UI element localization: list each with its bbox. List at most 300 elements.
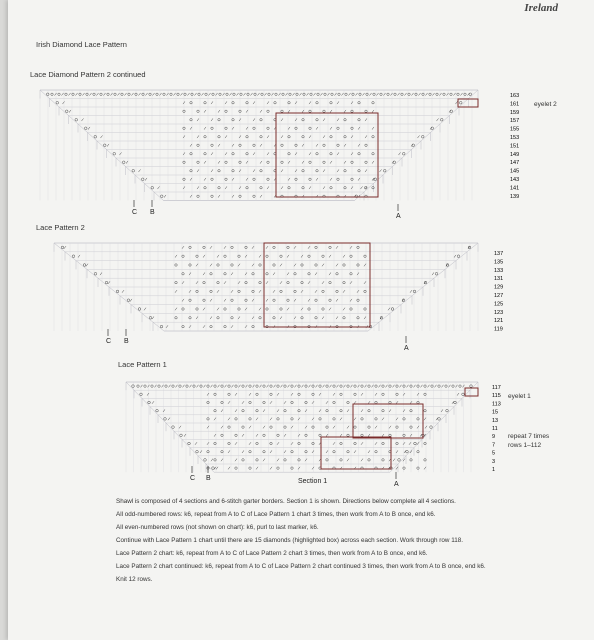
decrease-symbol [354, 401, 356, 404]
repeat-marker-label: B [150, 209, 155, 216]
yarn-over-symbol [368, 426, 370, 428]
row-number: 115 [492, 393, 501, 400]
decrease-symbol [323, 385, 325, 388]
yarn-over-symbol [235, 418, 237, 420]
yarn-over-symbol [291, 418, 293, 420]
row-number: 163 [510, 93, 520, 99]
decrease-symbol [263, 459, 265, 462]
yarn-over-symbol [193, 385, 195, 387]
yarn-over-symbol [403, 434, 405, 436]
decrease-symbol [228, 450, 230, 453]
pattern-page [8, 0, 594, 640]
yarn-over-symbol [333, 401, 335, 403]
yarn-over-symbol [403, 467, 405, 469]
decrease-symbol [396, 418, 398, 421]
yarn-over-symbol [207, 418, 209, 420]
yarn-over-symbol [298, 410, 300, 412]
decrease-symbol [291, 442, 293, 445]
decrease-symbol [396, 401, 398, 404]
decrease-symbol [270, 418, 272, 421]
decrease-symbol [409, 442, 411, 445]
yarn-over-symbol [406, 450, 409, 453]
yarn-over-symbol [207, 385, 209, 387]
yarn-over-symbol [347, 434, 349, 436]
decrease-symbol [326, 450, 328, 453]
yarn-over-symbol [319, 434, 321, 436]
decrease-symbol [372, 385, 374, 388]
row-number: 123 [494, 309, 504, 316]
decrease-symbol [179, 426, 181, 429]
yarn-over-symbol [214, 393, 216, 395]
yarn-over-symbol [445, 385, 447, 387]
row-number: 135 [494, 259, 504, 266]
decrease-symbol [291, 393, 293, 396]
row-number: 7 [492, 442, 496, 449]
yarn-over-symbol [270, 385, 272, 387]
decrease-symbol [263, 409, 265, 412]
row-number: 119 [494, 326, 503, 333]
yarn-over-symbol [354, 426, 356, 428]
repeat-marker-label: B [206, 475, 211, 482]
decrease-symbol [417, 442, 419, 445]
decrease-symbol [277, 409, 279, 412]
decrease-symbol [442, 385, 444, 388]
decrease-symbol [375, 442, 377, 445]
yarn-over-symbol [459, 385, 461, 387]
decrease-symbol [368, 401, 370, 404]
decrease-symbol [375, 393, 377, 396]
yarn-over-symbol [354, 385, 356, 387]
decrease-symbol [235, 442, 237, 445]
yarn-over-symbol [291, 467, 293, 469]
decrease-symbol [152, 401, 154, 404]
decrease-symbol [333, 393, 335, 396]
repeat-note: repeat 7 times [508, 433, 550, 440]
row-number: 149 [510, 151, 520, 158]
decrease-symbol [393, 459, 395, 462]
decrease-symbol [441, 409, 443, 412]
row-number: 3 [492, 458, 496, 465]
instruction-line: Shawl is composed of 4 sections and 6-stitch garter borders. Section 1 is shown. Directions below complete all 4 sections. [116, 498, 456, 505]
decrease-symbol [403, 393, 405, 396]
yarn-over-symbol [207, 401, 209, 403]
decrease-symbol [249, 393, 251, 396]
decrease-symbol [312, 467, 314, 470]
row-number: 133 [494, 267, 504, 274]
decrease-symbol [221, 426, 223, 429]
yarn-over-symbol [382, 393, 384, 395]
decrease-symbol [347, 409, 349, 412]
decrease-symbol [351, 385, 353, 388]
yarn-over-symbol [270, 442, 272, 444]
yarn-over-symbol [389, 385, 391, 387]
decrease-symbol [291, 426, 293, 429]
decrease-symbol [270, 401, 272, 404]
yarn-over-symbol [298, 459, 300, 461]
yarn-over-symbol [424, 410, 426, 412]
yarn-over-symbol [249, 467, 251, 469]
decrease-symbol [256, 434, 258, 437]
row-number: 127 [494, 293, 504, 299]
decrease-symbol [319, 393, 321, 396]
decrease-symbol [207, 442, 209, 445]
yarn-over-symbol [263, 401, 265, 403]
yarn-over-symbol [403, 385, 405, 387]
decrease-symbol [216, 467, 218, 470]
yarn-over-symbol [424, 442, 426, 444]
yarn-over-symbol [389, 434, 391, 436]
repeat-note: rows 1–112 [508, 442, 542, 449]
decrease-symbol [361, 393, 363, 396]
decrease-symbol [190, 385, 192, 388]
decrease-symbol [403, 409, 405, 412]
decrease-symbol [368, 434, 370, 437]
yarn-over-symbol [172, 385, 174, 387]
decrease-symbol [347, 426, 349, 429]
decrease-symbol [421, 385, 423, 388]
row-number: 5 [492, 450, 496, 457]
decrease-symbol [298, 434, 300, 437]
decrease-symbol [228, 467, 230, 470]
decrease-symbol [298, 418, 300, 421]
repeat-marker-label: C [132, 209, 138, 216]
yarn-over-symbol [242, 410, 244, 412]
decrease-symbol [389, 426, 391, 429]
yarn-over-symbol [319, 385, 321, 387]
repeat-marker-label: A [396, 213, 401, 220]
decrease-symbol [326, 401, 328, 404]
yarn-over-symbol [256, 442, 258, 444]
decrease-symbol [263, 426, 265, 429]
decrease-symbol [309, 385, 311, 388]
yarn-over-symbol [430, 426, 433, 429]
yarn-over-symbol [284, 459, 286, 461]
row-number: 147 [510, 160, 520, 167]
yarn-over-symbol [347, 401, 349, 403]
decrease-symbol [407, 385, 409, 388]
yarn-over-symbol [137, 385, 139, 387]
decrease-symbol [281, 385, 283, 388]
yarn-over-symbol [375, 401, 377, 403]
row-number: 159 [510, 109, 520, 116]
yarn-over-symbol [333, 385, 335, 387]
yarn-over-symbol [164, 418, 167, 421]
decrease-symbol [147, 393, 149, 396]
yarn-over-symbol [326, 410, 328, 412]
decrease-symbol [242, 450, 244, 453]
yarn-over-symbol [291, 401, 293, 403]
yarn-over-symbol [291, 385, 293, 387]
yarn-over-symbol [417, 385, 419, 387]
decrease-symbol [284, 450, 286, 453]
yarn-over-symbol [368, 385, 370, 387]
decrease-symbol [249, 442, 251, 445]
yarn-over-symbol [354, 393, 356, 395]
yarn-over-symbol [228, 393, 230, 395]
yarn-over-symbol [414, 442, 417, 445]
row-number: 161 [510, 101, 520, 108]
decrease-symbol [302, 385, 304, 388]
yarn-over-symbol [284, 426, 286, 428]
decrease-symbol [214, 434, 216, 437]
yarn-over-symbol [263, 385, 265, 387]
row-number: 125 [494, 301, 504, 308]
row-number: 139 [510, 193, 520, 200]
yarn-over-symbol [148, 401, 151, 404]
yarn-over-symbol [284, 385, 286, 387]
yarn-over-symbol [214, 442, 216, 444]
row-number: 141 [510, 185, 520, 192]
decrease-symbol [228, 401, 230, 404]
yarn-over-symbol [382, 459, 384, 461]
decrease-symbol [183, 385, 185, 388]
yarn-over-symbol [375, 385, 377, 387]
decrease-symbol [211, 385, 213, 388]
yarn-over-symbol [291, 451, 293, 453]
decrease-symbol [277, 393, 279, 396]
pattern-title: Irish Diamond Lace Pattern [36, 40, 127, 49]
section-caption: Section 1 [298, 478, 328, 485]
decrease-symbol [246, 385, 248, 388]
decrease-symbol [267, 385, 269, 388]
decrease-symbol [207, 393, 209, 396]
yarn-over-symbol [214, 410, 216, 412]
yarn-over-symbol [417, 467, 419, 469]
decrease-symbol [337, 385, 339, 388]
decrease-symbol [218, 385, 220, 388]
instruction-line: All odd-numbered rows: k6, repeat from A to C of Lace Pattern 1 chart 3 times, then work from A to B once, end k6. [116, 511, 436, 518]
yarn-over-symbol [396, 385, 398, 387]
decrease-symbol [361, 442, 363, 445]
eyelet-note: eyelet 1 [508, 393, 531, 400]
row-number: 117 [492, 385, 501, 391]
decrease-symbol [361, 459, 363, 462]
yarn-over-symbol [221, 434, 223, 436]
yarn-over-symbol [207, 451, 209, 453]
yarn-over-symbol [144, 385, 146, 387]
decrease-symbol [232, 385, 234, 388]
decrease-symbol [340, 418, 342, 421]
yarn-over-symbol [277, 385, 279, 387]
row-number: 131 [494, 276, 504, 283]
row-number: 15 [492, 409, 499, 416]
decrease-symbol [270, 467, 272, 470]
yarn-over-symbol [256, 410, 258, 412]
yarn-over-symbol [396, 442, 398, 444]
row-number: 13 [492, 417, 499, 424]
decrease-symbol [249, 426, 251, 429]
yarn-over-symbol [326, 426, 328, 428]
decrease-symbol [168, 418, 170, 421]
highlight-box [353, 404, 423, 438]
decrease-symbol [312, 401, 314, 404]
yarn-over-symbol [249, 451, 251, 453]
yarn-over-symbol [424, 459, 426, 461]
decrease-symbol [379, 385, 381, 388]
yarn-over-symbol [249, 418, 251, 420]
yarn-over-symbol [396, 393, 398, 395]
yarn-over-symbol [340, 393, 342, 395]
decrease-symbol [221, 409, 223, 412]
row-number: 121 [494, 318, 504, 325]
decrease-symbol [204, 385, 206, 388]
yarn-over-symbol [228, 442, 230, 444]
decrease-symbol [326, 434, 328, 437]
yarn-over-symbol [172, 426, 175, 429]
yarn-over-symbol [196, 450, 199, 453]
yarn-over-symbol [256, 385, 258, 387]
row-number: 143 [510, 177, 520, 183]
decrease-symbol [274, 385, 276, 388]
decrease-symbol [347, 459, 349, 462]
decrease-symbol [417, 426, 419, 429]
yarn-over-symbol [312, 385, 314, 387]
yarn-over-symbol [403, 418, 405, 420]
decrease-symbol [221, 459, 223, 462]
yarn-over-symbol [417, 451, 419, 453]
decrease-symbol [396, 450, 398, 453]
decrease-symbol [195, 442, 197, 445]
yarn-over-symbol [263, 451, 265, 453]
yarn-over-symbol [214, 385, 216, 387]
yarn-over-symbol [221, 401, 223, 403]
decrease-symbol [424, 418, 426, 421]
decrease-symbol [396, 467, 398, 470]
yarn-over-symbol [438, 418, 441, 421]
repeat-marker-label: A [394, 481, 399, 488]
yarn-over-symbol [270, 393, 272, 395]
yarn-over-symbol [319, 418, 321, 420]
decrease-symbol [288, 385, 290, 388]
yarn-over-symbol [228, 426, 230, 428]
decrease-symbol [176, 385, 178, 388]
decrease-symbol [242, 434, 244, 437]
yarn-over-symbol [340, 459, 342, 461]
row-number: 129 [494, 284, 504, 291]
row-number: 151 [510, 143, 520, 150]
decrease-symbol [414, 385, 416, 388]
decrease-symbol [239, 385, 241, 388]
row-number: 155 [510, 126, 520, 133]
yarn-over-symbol [298, 393, 300, 395]
instruction-line: Knit 12 rows. [116, 576, 153, 583]
yarn-over-symbol [382, 442, 384, 444]
yarn-over-symbol [263, 434, 265, 436]
yarn-over-symbol [333, 451, 335, 453]
decrease-symbol [242, 401, 244, 404]
yarn-over-symbol [235, 467, 237, 469]
yarn-over-symbol [382, 385, 384, 387]
yarn-over-symbol [361, 434, 363, 436]
yarn-over-symbol [158, 385, 160, 387]
yarn-over-symbol [298, 385, 300, 387]
decrease-symbol [298, 467, 300, 470]
decrease-symbol [163, 409, 165, 412]
yarn-over-symbol [204, 459, 207, 462]
yarn-over-symbol [398, 459, 401, 462]
yarn-over-symbol [270, 426, 272, 428]
yarn-over-symbol [340, 385, 342, 387]
yarn-over-symbol [256, 459, 258, 461]
yarn-over-symbol [242, 459, 244, 461]
decrease-symbol [375, 426, 377, 429]
yarn-over-symbol [368, 410, 370, 412]
yarn-over-symbol [221, 385, 223, 387]
yarn-over-symbol [180, 434, 183, 437]
decrease-symbol [330, 385, 332, 388]
decrease-symbol [424, 467, 426, 470]
yarn-over-symbol [424, 385, 426, 387]
decrease-symbol [270, 450, 272, 453]
yarn-over-symbol [312, 426, 314, 428]
decrease-symbol [354, 418, 356, 421]
yarn-over-symbol [212, 467, 215, 470]
yarn-over-symbol [389, 401, 391, 403]
instruction-line: Continue with Lace Pattern 1 chart until there are 15 diamonds (highlighted box) across each section. Work through row 118. [116, 537, 463, 544]
chart3-heading: Lace Pattern 1 [118, 360, 167, 369]
yarn-over-symbol [375, 418, 377, 420]
decrease-symbol [456, 385, 458, 388]
decrease-symbol [333, 426, 335, 429]
decrease-symbol [393, 385, 395, 388]
decrease-symbol [400, 385, 402, 388]
decrease-symbol [354, 450, 356, 453]
yarn-over-symbol [151, 385, 153, 387]
decrease-symbol [457, 393, 459, 396]
decrease-symbol [197, 385, 199, 388]
yarn-over-symbol [396, 426, 398, 428]
yarn-over-symbol [382, 410, 384, 412]
decrease-symbol [368, 450, 370, 453]
yarn-over-symbol [354, 442, 356, 444]
yarn-over-symbol [188, 442, 191, 445]
book-running-header: Ireland [524, 2, 558, 14]
decrease-symbol [225, 385, 227, 388]
repeat-marker-label: A [404, 345, 409, 352]
decrease-symbol [403, 442, 405, 445]
chart2-heading: Lace Pattern 2 [36, 223, 85, 232]
yarn-over-symbol [326, 459, 328, 461]
row-number: 137 [494, 251, 504, 257]
yarn-over-symbol [424, 393, 426, 395]
repeat-marker-label: B [124, 338, 129, 345]
yarn-over-symbol [249, 385, 251, 387]
yarn-over-symbol [298, 442, 300, 444]
yarn-over-symbol [235, 434, 237, 436]
yarn-over-symbol [347, 451, 349, 453]
chart-lace-pattern-1 [8, 0, 594, 500]
decrease-symbol [295, 385, 297, 388]
row-number: 9 [492, 434, 496, 441]
decrease-symbol [141, 385, 143, 388]
decrease-symbol [284, 401, 286, 404]
yarn-over-symbol [277, 434, 279, 436]
decrease-symbol [389, 409, 391, 412]
decrease-symbol [333, 442, 335, 445]
decrease-symbol [169, 385, 171, 388]
highlight-box [321, 437, 391, 469]
yarn-over-symbol [368, 459, 370, 461]
decrease-symbol [428, 385, 430, 388]
row-number: 1 [492, 467, 496, 473]
decrease-symbol [256, 467, 258, 470]
decrease-symbol [319, 409, 321, 412]
yarn-over-symbol [347, 385, 349, 387]
decrease-symbol [344, 385, 346, 388]
yarn-over-symbol [361, 385, 363, 387]
decrease-symbol [260, 385, 262, 388]
decrease-symbol [361, 409, 363, 412]
